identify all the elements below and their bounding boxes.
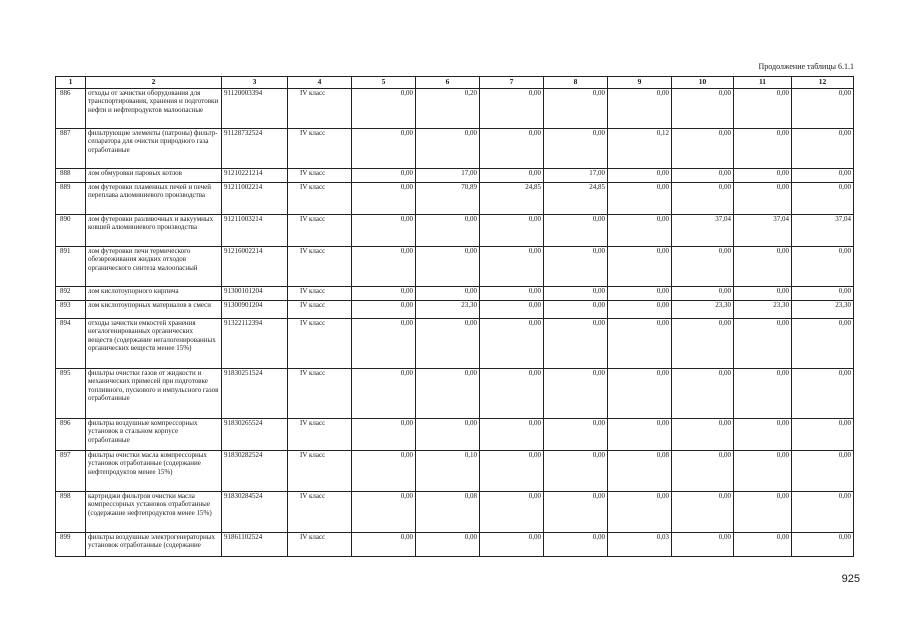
value-cell: 0,00 xyxy=(734,183,792,215)
value-cell: 0,00 xyxy=(480,287,544,301)
value-cell: 0,00 xyxy=(734,319,792,369)
value-cell: 37,04 xyxy=(672,215,734,247)
column-header: 11 xyxy=(734,77,792,89)
page-number: 925 xyxy=(841,573,860,585)
fkko-code-cell: 91300101204 xyxy=(222,287,288,301)
column-header: 5 xyxy=(352,77,416,89)
row-number-cell: 894 xyxy=(56,319,86,369)
value-cell: 0,00 xyxy=(416,419,480,451)
column-header: 2 xyxy=(86,77,222,89)
value-cell: 0,00 xyxy=(352,319,416,369)
value-cell: 0,00 xyxy=(544,451,608,492)
value-cell: 0,00 xyxy=(544,419,608,451)
row-number-cell: 892 xyxy=(56,287,86,301)
table-row xyxy=(56,215,854,247)
value-cell: 0,00 xyxy=(480,129,544,169)
value-cell: 0,00 xyxy=(608,319,672,369)
value-cell: 0,00 xyxy=(352,89,416,129)
value-cell: 0,00 xyxy=(352,369,416,419)
value-cell: 0,00 xyxy=(792,451,854,492)
value-cell: 0,00 xyxy=(544,319,608,369)
value-cell: 0,00 xyxy=(672,183,734,215)
value-cell: 0,08 xyxy=(608,451,672,492)
value-cell: 0,00 xyxy=(352,215,416,247)
row-number-cell: 893 xyxy=(56,301,86,319)
column-header: 8 xyxy=(544,77,608,89)
value-cell: 23,30 xyxy=(734,301,792,319)
value-cell: 0,00 xyxy=(480,247,544,287)
waste-name-cell: отходы от зачистки оборудования для транспортирования, хранения и подготовки нефти и нефтепродуктов малоопасные xyxy=(86,89,222,129)
waste-name-cell: картриджи фильтров очистки масла компрессорных установок отработанные (содержание нефтепродуктов менее 15%) xyxy=(86,492,222,533)
fkko-code-cell: 91128732524 xyxy=(222,129,288,169)
table-row xyxy=(56,183,854,215)
value-cell: 0,00 xyxy=(352,451,416,492)
value-cell: 0,00 xyxy=(672,319,734,369)
column-header: 3 xyxy=(222,77,288,89)
value-cell: 0,00 xyxy=(544,533,608,557)
value-cell: 17,00 xyxy=(416,169,480,183)
value-cell: 0,00 xyxy=(352,183,416,215)
table-body xyxy=(56,89,854,557)
value-cell: 0,00 xyxy=(672,89,734,129)
waste-table xyxy=(55,76,854,557)
value-cell: 0,00 xyxy=(544,89,608,129)
column-header: 9 xyxy=(608,77,672,89)
value-cell: 0,00 xyxy=(608,183,672,215)
waste-name-cell: лом футеровки печи термического обезвреживания жидких отходов органического синтеза малоопасный xyxy=(86,247,222,287)
hazard-class-cell: IV класс xyxy=(288,451,352,492)
fkko-code-cell: 91210221214 xyxy=(222,169,288,183)
hazard-class-cell: IV класс xyxy=(288,369,352,419)
value-cell: 0,00 xyxy=(416,533,480,557)
value-cell: 0,00 xyxy=(672,451,734,492)
table-row xyxy=(56,492,854,533)
value-cell: 23,30 xyxy=(672,301,734,319)
value-cell: 24,85 xyxy=(544,183,608,215)
value-cell: 0,00 xyxy=(352,247,416,287)
value-cell: 0,00 xyxy=(792,419,854,451)
value-cell: 0,00 xyxy=(792,287,854,301)
value-cell: 0,00 xyxy=(352,492,416,533)
value-cell: 17,00 xyxy=(544,169,608,183)
value-cell: 23,30 xyxy=(792,301,854,319)
value-cell: 0,00 xyxy=(672,492,734,533)
fkko-code-cell: 91830251524 xyxy=(222,369,288,419)
value-cell: 0,00 xyxy=(544,247,608,287)
column-header: 4 xyxy=(288,77,352,89)
table-caption: Продолжение таблицы 6.1.1 xyxy=(758,62,854,71)
row-number-cell: 891 xyxy=(56,247,86,287)
column-header: 1 xyxy=(56,77,86,89)
value-cell: 0,00 xyxy=(792,533,854,557)
value-cell: 0,00 xyxy=(416,215,480,247)
hazard-class-cell: IV класс xyxy=(288,492,352,533)
row-number-cell: 898 xyxy=(56,492,86,533)
hazard-class-cell: IV класс xyxy=(288,129,352,169)
fkko-code-cell: 91861102524 xyxy=(222,533,288,557)
value-cell: 0,00 xyxy=(480,301,544,319)
value-cell: 0,00 xyxy=(734,492,792,533)
value-cell: 0,00 xyxy=(734,533,792,557)
value-cell: 0,00 xyxy=(480,169,544,183)
hazard-class-cell: IV класс xyxy=(288,247,352,287)
waste-name-cell: фильтры воздушные электрогенераторных установок отработанные (содержание xyxy=(86,533,222,557)
value-cell: 0,00 xyxy=(608,247,672,287)
row-number-cell: 890 xyxy=(56,215,86,247)
value-cell: 0,00 xyxy=(608,369,672,419)
value-cell: 0,00 xyxy=(480,319,544,369)
table-row xyxy=(56,319,854,369)
value-cell: 0,00 xyxy=(480,492,544,533)
fkko-code-cell: 91830265524 xyxy=(222,419,288,451)
value-cell: 0,00 xyxy=(608,89,672,129)
value-cell: 0,00 xyxy=(608,419,672,451)
table-row xyxy=(56,247,854,287)
value-cell: 0,00 xyxy=(544,287,608,301)
value-cell: 0,00 xyxy=(352,419,416,451)
hazard-class-cell: IV класс xyxy=(288,215,352,247)
value-cell: 0,00 xyxy=(734,287,792,301)
hazard-class-cell: IV класс xyxy=(288,287,352,301)
fkko-code-cell: 91830282524 xyxy=(222,451,288,492)
fkko-code-cell: 91120003394 xyxy=(222,89,288,129)
value-cell: 0,00 xyxy=(352,169,416,183)
value-cell: 0,00 xyxy=(672,419,734,451)
value-cell: 0,00 xyxy=(792,183,854,215)
value-cell: 0,00 xyxy=(544,492,608,533)
value-cell: 0,00 xyxy=(352,129,416,169)
hazard-class-cell: IV класс xyxy=(288,533,352,557)
value-cell: 23,30 xyxy=(416,301,480,319)
value-cell: 0,00 xyxy=(480,533,544,557)
waste-name-cell: лом обмуровки паровых котлов xyxy=(86,169,222,183)
waste-name-cell: лом кислотоупорного кирпича xyxy=(86,287,222,301)
value-cell: 0,00 xyxy=(352,301,416,319)
waste-name-cell: фильтры очистки газов от жидкости и механических примесей при подготовке топливного, пускового и импульсного газов отработанные xyxy=(86,369,222,419)
value-cell: 0,00 xyxy=(792,247,854,287)
value-cell: 0,00 xyxy=(672,129,734,169)
value-cell: 0,00 xyxy=(544,129,608,169)
value-cell: 0,00 xyxy=(734,169,792,183)
waste-name-cell: фильтрующие элементы (патроны) фильтр-сепаратора для очистки природного газа отработанные xyxy=(86,129,222,169)
value-cell: 0,00 xyxy=(608,287,672,301)
value-cell: 0,00 xyxy=(608,169,672,183)
fkko-code-cell: 91830284524 xyxy=(222,492,288,533)
value-cell: 0,00 xyxy=(672,169,734,183)
row-number-cell: 886 xyxy=(56,89,86,129)
value-cell: 0,00 xyxy=(352,533,416,557)
value-cell: 0,00 xyxy=(672,369,734,419)
value-cell: 37,04 xyxy=(792,215,854,247)
value-cell: 0,03 xyxy=(608,533,672,557)
table-row xyxy=(56,89,854,129)
value-cell: 0,08 xyxy=(416,492,480,533)
value-cell: 0,00 xyxy=(734,451,792,492)
table-row xyxy=(56,369,854,419)
value-cell: 0,00 xyxy=(734,89,792,129)
value-cell: 0,00 xyxy=(480,215,544,247)
value-cell: 0,00 xyxy=(480,369,544,419)
fkko-code-cell: 91211002214 xyxy=(222,183,288,215)
value-cell: 0,00 xyxy=(672,287,734,301)
row-number-cell: 887 xyxy=(56,129,86,169)
value-cell: 0,00 xyxy=(608,215,672,247)
column-header: 12 xyxy=(792,77,854,89)
value-cell: 0,00 xyxy=(608,301,672,319)
value-cell: 0,00 xyxy=(734,419,792,451)
hazard-class-cell: IV класс xyxy=(288,183,352,215)
value-cell: 0,00 xyxy=(544,301,608,319)
value-cell: 0,12 xyxy=(608,129,672,169)
value-cell: 0,00 xyxy=(416,369,480,419)
table-row xyxy=(56,419,854,451)
hazard-class-cell: IV класс xyxy=(288,89,352,129)
column-header: 6 xyxy=(416,77,480,89)
value-cell: 70,89 xyxy=(416,183,480,215)
hazard-class-cell: IV класс xyxy=(288,169,352,183)
table-header-row xyxy=(56,77,854,89)
table-row xyxy=(56,451,854,492)
value-cell: 0,00 xyxy=(734,129,792,169)
value-cell: 37,04 xyxy=(734,215,792,247)
value-cell: 0,00 xyxy=(792,89,854,129)
value-cell: 0,00 xyxy=(734,369,792,419)
fkko-code-cell: 91300901204 xyxy=(222,301,288,319)
table-row xyxy=(56,169,854,183)
value-cell: 0,00 xyxy=(544,369,608,419)
fkko-code-cell: 91211003214 xyxy=(222,215,288,247)
value-cell: 0,00 xyxy=(416,129,480,169)
value-cell: 0,00 xyxy=(792,169,854,183)
waste-name-cell: отходы зачистки емкостей хранения негалогенированных органических веществ (содержание негалогенированных органических веществ менее 15%) xyxy=(86,319,222,369)
value-cell: 0,00 xyxy=(792,129,854,169)
column-header: 7 xyxy=(480,77,544,89)
value-cell: 0,00 xyxy=(544,215,608,247)
value-cell: 0,00 xyxy=(480,89,544,129)
waste-name-cell: лом футеровки пламенных печей и печей переплава алюминиевого производства xyxy=(86,183,222,215)
value-cell: 0,00 xyxy=(416,247,480,287)
row-number-cell: 899 xyxy=(56,533,86,557)
value-cell: 0,20 xyxy=(416,89,480,129)
table-row xyxy=(56,301,854,319)
value-cell: 0,00 xyxy=(792,369,854,419)
table-row xyxy=(56,287,854,301)
row-number-cell: 896 xyxy=(56,419,86,451)
fkko-code-cell: 91216002214 xyxy=(222,247,288,287)
row-number-cell: 895 xyxy=(56,369,86,419)
value-cell: 0,00 xyxy=(352,287,416,301)
row-number-cell: 889 xyxy=(56,183,86,215)
row-number-cell: 897 xyxy=(56,451,86,492)
value-cell: 24,85 xyxy=(480,183,544,215)
value-cell: 0,00 xyxy=(672,247,734,287)
fkko-code-cell: 91322112394 xyxy=(222,319,288,369)
value-cell: 0,00 xyxy=(480,419,544,451)
value-cell: 0,00 xyxy=(792,492,854,533)
hazard-class-cell: IV класс xyxy=(288,419,352,451)
waste-name-cell: лом футеровки разливочных и вакуумных ковшей алюминиевого производства xyxy=(86,215,222,247)
value-cell: 0,10 xyxy=(416,451,480,492)
value-cell: 0,00 xyxy=(416,287,480,301)
waste-name-cell: фильтры очистки масла компрессорных установок отработанные (содержание нефтепродуктов менее 15%) xyxy=(86,451,222,492)
waste-name-cell: лом кислотоупорных материалов в смеси xyxy=(86,301,222,319)
value-cell: 0,00 xyxy=(480,451,544,492)
value-cell: 0,00 xyxy=(734,247,792,287)
row-number-cell: 888 xyxy=(56,169,86,183)
table-row xyxy=(56,129,854,169)
column-header: 10 xyxy=(672,77,734,89)
value-cell: 0,00 xyxy=(416,319,480,369)
hazard-class-cell: IV класс xyxy=(288,301,352,319)
table-row xyxy=(56,533,854,557)
value-cell: 0,00 xyxy=(608,492,672,533)
waste-name-cell: фильтры воздушные компрессорных установок в стальном корпусе отработанные xyxy=(86,419,222,451)
hazard-class-cell: IV класс xyxy=(288,319,352,369)
value-cell: 0,00 xyxy=(792,319,854,369)
value-cell: 0,00 xyxy=(672,533,734,557)
